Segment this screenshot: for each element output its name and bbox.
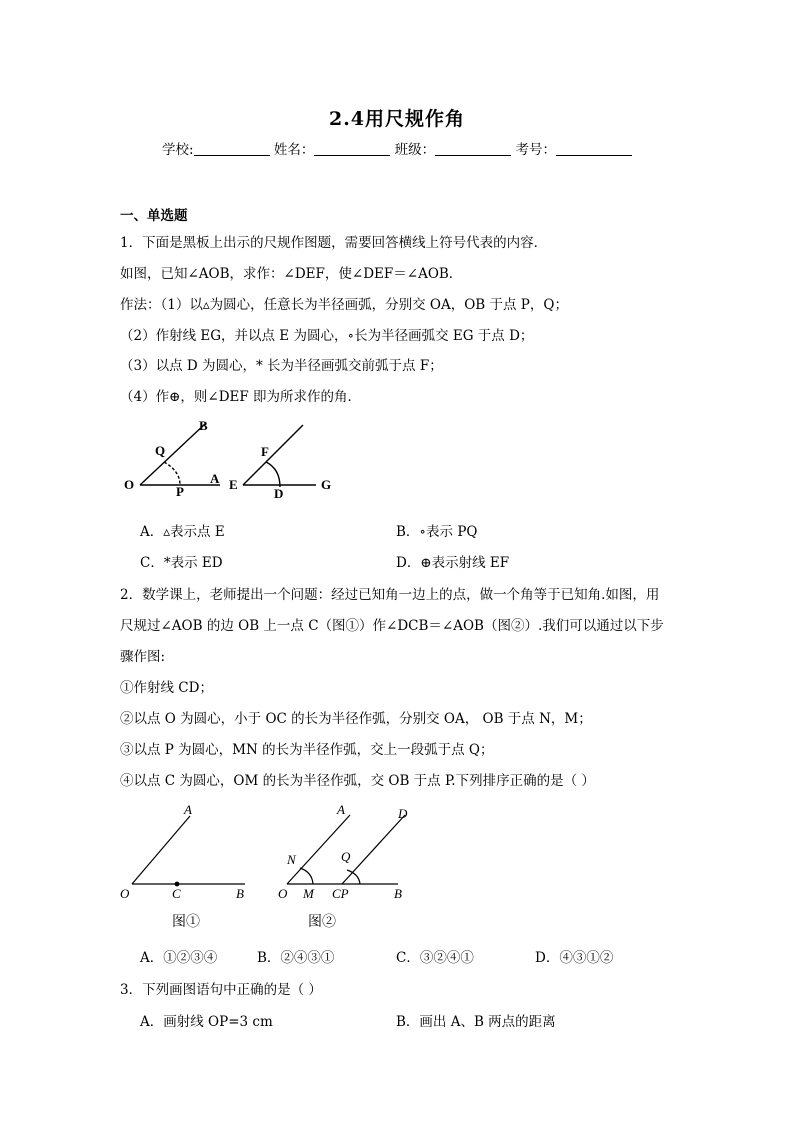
page-title: 2.4用尺规作角 (328, 108, 466, 130)
class-blank[interactable] (435, 141, 511, 156)
q2-stem-line2: 尺规过∠AOB 的边 OB 上一点 C（图①）作∠DCB＝∠AOB（图②）.我们可以通过以下步 (120, 618, 664, 634)
q2-fig2-label-A: A (337, 802, 345, 817)
q2-fig1-caption: 图① (172, 915, 200, 930)
q2-figures (115, 798, 420, 936)
q2-stem-line3: 骤作图: (120, 649, 166, 665)
q2-fig2-label-O: O (278, 886, 288, 901)
q1-option-c[interactable]: C．*表示 ED (140, 555, 223, 571)
q1-step1: 作法：（1）以▵为圆心，任意长为半径画弧，分别交 OA，OB 于点 P，Q； (120, 297, 568, 313)
q1-fig-label-E: E (229, 477, 238, 492)
q2-step4: ④以点 C 为圆心，OM 的长为半径作弧，交 OB 于点 P.下列排序正确的是（ ） (120, 773, 595, 789)
q2-fig2-label-N: N (287, 852, 296, 867)
q2-step1: ①作射线 CD； (120, 680, 213, 696)
q2-option-d[interactable]: D．④③①② (535, 950, 614, 966)
q2-fig1-label-B: B (236, 886, 244, 901)
q1-option-a[interactable]: A．▵表示点 E (140, 524, 225, 540)
q3-option-a[interactable]: A．画射线 OP=3 cm (140, 1014, 273, 1030)
q1-figure (118, 415, 348, 505)
q2-fig2-caption: 图② (308, 915, 336, 930)
q2-fig1-label-O: O (120, 886, 130, 901)
student-info-line (0, 138, 794, 158)
q1-fig-label-A: A (210, 471, 220, 486)
q2-fig2-label-D: D (398, 806, 408, 821)
class-label: 班级： (394, 142, 436, 158)
q2-option-b[interactable]: B．②④③① (257, 950, 335, 966)
q1-step4: （4）作⊕，则∠DEF 即为所求作的角． (120, 389, 362, 405)
q2-fig1-label-A: A (184, 802, 192, 817)
q2-step2: ②以点 O 为圆心，小于 OC 的长为半径作弧，分别交 OA， OB 于点 N，M； (120, 711, 592, 727)
q1-stem-line2: 如图，已知∠AOB，求作：∠DEF，使∠DEF＝∠AOB． (120, 266, 463, 282)
q2-fig2-label-Q: Q (341, 849, 351, 864)
q2-fig2-label-B: B (394, 886, 402, 901)
q2-step3: ③以点 P 为圆心，MN 的长为半径作弧，交上一段弧于点 Q； (120, 742, 494, 758)
q1-fig-label-O: O (124, 477, 135, 492)
q2-fig1-label-C: C (172, 886, 181, 901)
q1-fig-label-P: P (176, 484, 184, 499)
q1-option-b[interactable]: B．∘表示 PQ (396, 524, 478, 540)
q1-step3: （3）以点 D 为圆心，* 长为半径画弧交前弧于点 F； (120, 358, 443, 374)
q1-option-d[interactable]: D．⊕表示射线 EF (396, 555, 510, 571)
q2-option-c[interactable]: C．③②④① (396, 950, 474, 966)
q2-fig2-label-M: M (303, 886, 314, 901)
q2-fig2-label-CP: CP (332, 886, 349, 901)
q1-step2: （2）作射线 EG，并以点 E 为圆心，∘长为半径画弧交 EG 于点 D； (120, 328, 534, 344)
name-blank[interactable] (314, 141, 390, 156)
school-label: 学校: (162, 142, 194, 158)
q1-fig-label-B: B (199, 418, 208, 433)
q1-fig-label-G: G (321, 477, 332, 492)
q1-stem-line1: 1．下面是黑板上出示的尺规作图题，需要回答横线上符号代表的内容． (120, 235, 548, 251)
number-blank[interactable] (556, 141, 632, 156)
q2-stem-line1: 2．数学课上，老师提出一个问题：经过已知角一边上的点，做一个角等于已知角.如图，用 (120, 587, 660, 603)
section-heading: 一、单选题 (120, 208, 188, 224)
q1-fig-label-D: D (274, 486, 284, 501)
q3-option-b[interactable]: B．画出 A、B 两点的距离 (396, 1014, 556, 1030)
name-label: 姓名： (273, 142, 315, 158)
number-label: 考号： (515, 142, 556, 158)
q1-fig-label-F: F (261, 444, 269, 459)
school-blank[interactable] (194, 141, 270, 156)
q1-fig-label-Q: Q (155, 443, 166, 458)
q2-option-a[interactable]: A．①②③④ (140, 950, 218, 966)
q3-stem: 3．下列画图语句中正确的是（ ） (120, 982, 322, 998)
